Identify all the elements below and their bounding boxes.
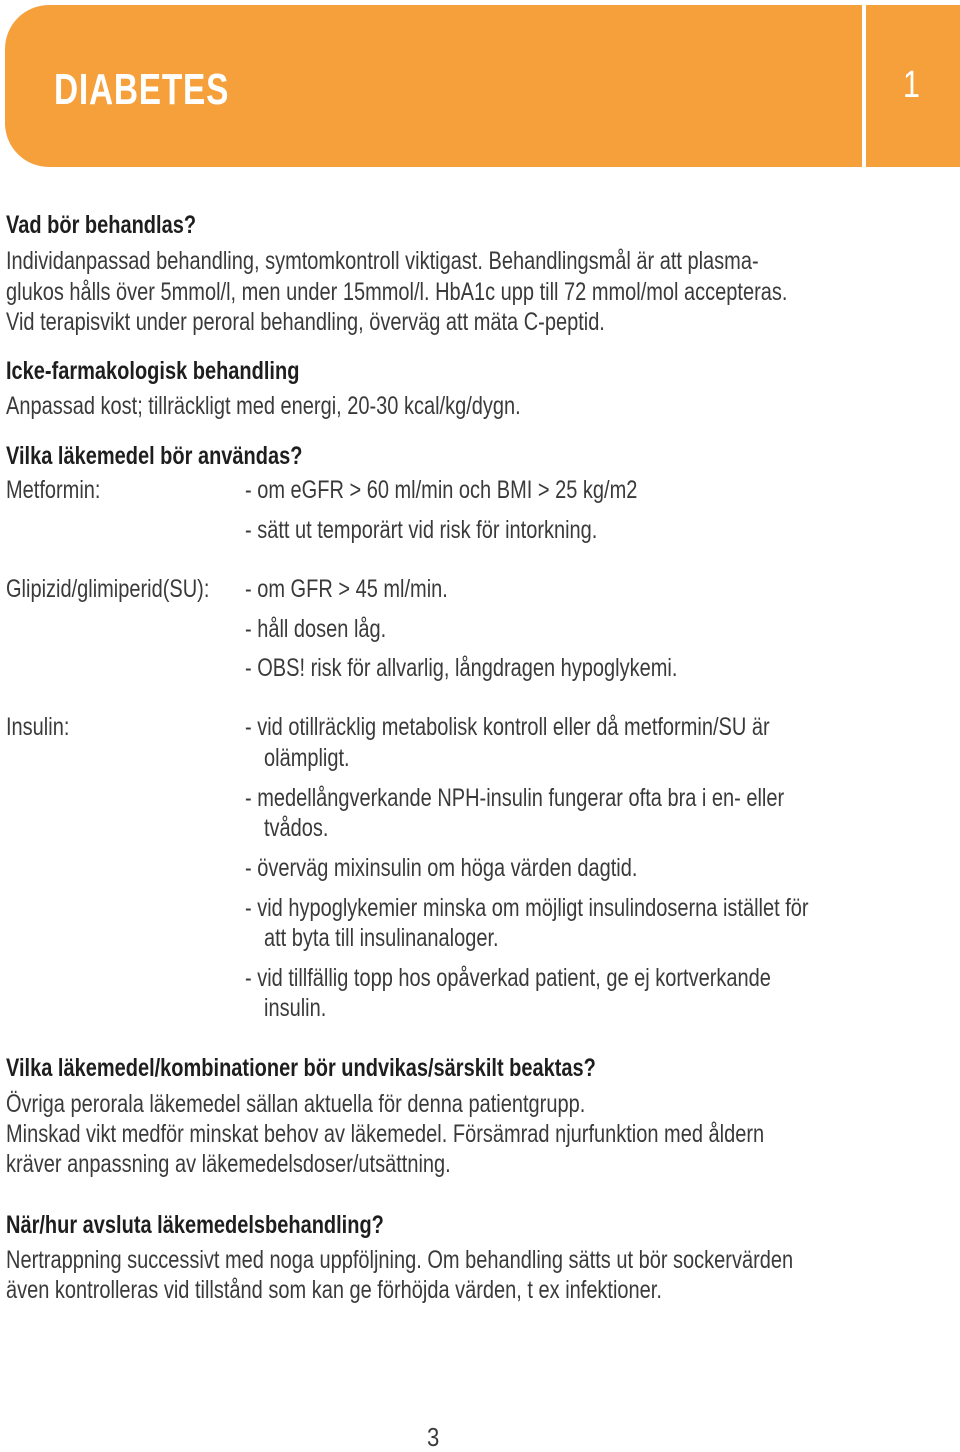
section-heading-what-to-treat: Vad bör behandlas? <box>6 211 197 239</box>
drug-note-continuation: att byta till insulinanaloger. <box>264 924 499 952</box>
drug-note: - håll dosen låg. <box>245 615 387 643</box>
drug-note-continuation: olämpligt. <box>264 744 350 772</box>
drug-note: - överväg mixinsulin om höga värden dagtid. <box>245 854 638 882</box>
paragraph-line: glukos hålls över 5mmol/l, men under 15mmol/l. HbA1c upp till 72 mmol/mol accepteras. <box>6 278 788 306</box>
drug-note: - om eGFR > 60 ml/min och BMI > 25 kg/m2 <box>245 476 638 504</box>
drug-note: - vid hypoglykemier minska om möjligt insulindoserna istället för <box>245 894 809 922</box>
section-heading-when-to-stop: När/hur avsluta läkemedelsbehandling? <box>6 1211 384 1239</box>
drug-name-insulin: Insulin: <box>6 713 70 741</box>
drug-note: - vid otillräcklig metabolisk kontroll eller då metformin/SU är <box>245 713 770 741</box>
drug-note-continuation: insulin. <box>264 994 327 1022</box>
paragraph-line: Vid terapisvikt under peroral behandling, överväg att mäta C-peptid. <box>6 308 605 336</box>
drug-note: - sätt ut temporärt vid risk för intorkning. <box>245 516 598 544</box>
page-title: DIABETES <box>54 65 230 114</box>
section-heading-non-pharmacological: Icke-farmakologisk behandling <box>6 357 300 385</box>
drug-name-metformin: Metformin: <box>6 476 101 504</box>
section-heading-which-drugs: Vilka läkemedel bör användas? <box>6 442 303 470</box>
page-number: 3 <box>427 1422 440 1452</box>
drug-name-sulfonylurea: Glipizid/glimiperid(SU): <box>6 575 210 603</box>
paragraph-line: Minskad vikt medför minskat behov av läkemedel. Försämrad njurfunktion med åldern <box>6 1120 765 1148</box>
drug-note: - OBS! risk för allvarlig, långdragen hypoglykemi. <box>245 654 678 682</box>
paragraph-line: även kontrolleras vid tillstånd som kan ge förhöjda värden, t ex infektioner. <box>6 1276 662 1304</box>
chapter-number: 1 <box>903 64 920 106</box>
drug-note-continuation: tvådos. <box>264 814 329 842</box>
drug-note: - om GFR > 45 ml/min. <box>245 575 448 603</box>
section-heading-avoid-combinations: Vilka läkemedel/kombinationer bör undvikas/särskilt beaktas? <box>6 1054 596 1082</box>
paragraph-line: Anpassad kost; tillräckligt med energi, 20-30 kcal/kg/dygn. <box>6 392 521 420</box>
paragraph-line: Nertrappning successivt med noga uppföljning. Om behandling sätts ut bör sockervärden <box>6 1246 794 1274</box>
paragraph-line: Individanpassad behandling, symtomkontroll viktigast. Behandlingsmål är att plasma- <box>6 247 759 275</box>
paragraph-line: kräver anpassning av läkemedelsdoser/utsättning. <box>6 1150 451 1178</box>
drug-note: - vid tillfällig topp hos opåverkad patient, ge ej kortverkande <box>245 964 771 992</box>
paragraph-line: Övriga perorala läkemedel sällan aktuella för denna patientgrupp. <box>6 1090 586 1118</box>
drug-note: - medellångverkande NPH-insulin fungerar ofta bra i en- eller <box>245 784 785 812</box>
